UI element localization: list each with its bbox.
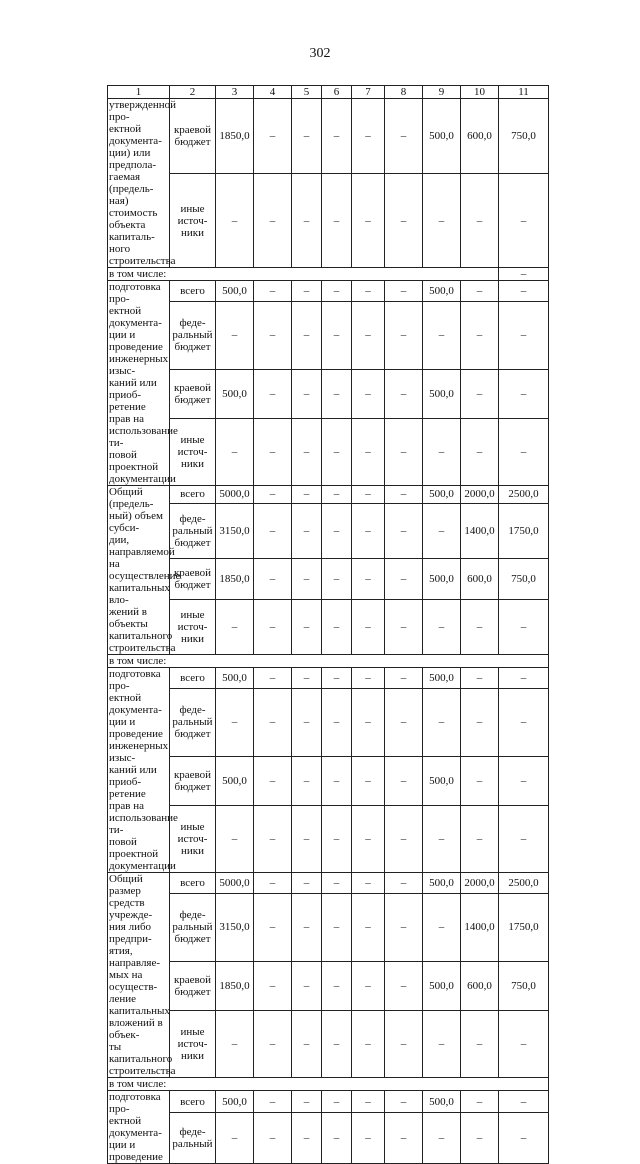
column-header: 10 — [461, 86, 499, 99]
table-row — [108, 174, 549, 268]
table-row — [108, 961, 549, 1010]
table-cell: – — [254, 805, 292, 872]
table-cell: 500,0 — [216, 369, 254, 418]
table-cell: – — [322, 1113, 352, 1164]
funding-source: всего — [170, 1091, 216, 1113]
table-cell: – — [322, 756, 352, 805]
table-cell: 500,0 — [423, 99, 461, 174]
table-cell: – — [254, 961, 292, 1010]
funding-source: краевой бюджет — [170, 99, 216, 174]
table-cell: – — [322, 805, 352, 872]
table-cell: – — [499, 1091, 549, 1113]
table-cell: – — [322, 99, 352, 174]
table-row — [108, 1113, 549, 1164]
table-cell: – — [385, 894, 423, 961]
table-cell: – — [254, 369, 292, 418]
table-cell: – — [292, 894, 322, 961]
table-cell: 1400,0 — [461, 894, 499, 961]
table-cell: – — [385, 961, 423, 1010]
table-cell: 500,0 — [423, 756, 461, 805]
table-cell: 750,0 — [499, 961, 549, 1010]
table-row — [108, 486, 549, 504]
table-cell: – — [385, 756, 423, 805]
table-row — [108, 894, 549, 961]
funding-source: феде- ральный бюджет — [170, 302, 216, 369]
table-cell: – — [499, 1113, 549, 1164]
table-cell: – — [423, 1113, 461, 1164]
table-cell: – — [385, 1113, 423, 1164]
table-cell: – — [254, 599, 292, 654]
table-cell: 5000,0 — [216, 873, 254, 894]
column-header: 8 — [385, 86, 423, 99]
table-cell: – — [292, 1010, 322, 1077]
page-number: 302 — [309, 46, 331, 61]
column-header: 2 — [170, 86, 216, 99]
table-cell: – — [352, 418, 385, 485]
table-cell: – — [499, 268, 549, 281]
table-cell: 600,0 — [461, 99, 499, 174]
table-cell: – — [423, 894, 461, 961]
table-cell: 500,0 — [423, 961, 461, 1010]
table-cell: – — [352, 99, 385, 174]
table-cell: – — [499, 369, 549, 418]
table-cell: 500,0 — [423, 281, 461, 302]
table-cell: – — [292, 99, 322, 174]
table-cell: – — [322, 689, 352, 756]
table-cell: 1850,0 — [216, 558, 254, 599]
table-cell: – — [292, 961, 322, 1010]
table-row — [108, 668, 549, 689]
table-cell: – — [385, 805, 423, 872]
in-that-number-label: в том числе: — [108, 268, 499, 281]
table-cell: – — [322, 369, 352, 418]
in-that-number-label: в том числе: — [108, 655, 549, 668]
table-cell: – — [292, 1091, 322, 1113]
funding-source: краевой бюджет — [170, 961, 216, 1010]
column-header: 1 — [108, 86, 170, 99]
table-cell: – — [352, 302, 385, 369]
table-cell: – — [216, 805, 254, 872]
table-cell: 1850,0 — [216, 961, 254, 1010]
table-cell: – — [352, 668, 385, 689]
row-description: подготовка про- ектной документа- ции и проведение — [108, 1091, 170, 1164]
table-cell: – — [461, 302, 499, 369]
table-cell: – — [254, 418, 292, 485]
table-row — [108, 689, 549, 756]
column-header: 3 — [216, 86, 254, 99]
funding-source: иные источ- ники — [170, 805, 216, 872]
table-cell: 500,0 — [216, 1091, 254, 1113]
row-description: утвержденной про- ектной документа- ции) или предпола- гаемая (предель- ная) стоимость объекта капиталь- ного строительства — [109, 99, 177, 267]
table-cell: – — [254, 894, 292, 961]
table-cell: 2000,0 — [461, 873, 499, 894]
funding-source: феде- ральный бюджет — [170, 503, 216, 558]
table-cell: – — [292, 1113, 322, 1164]
table-cell: – — [352, 599, 385, 654]
header-row — [108, 86, 549, 99]
table-cell: – — [292, 503, 322, 558]
table-cell: – — [499, 689, 549, 756]
table-cell: – — [352, 873, 385, 894]
table-cell: – — [292, 302, 322, 369]
table-cell: – — [352, 503, 385, 558]
table-cell: – — [292, 558, 322, 599]
table-cell: – — [254, 668, 292, 689]
table-cell: – — [352, 174, 385, 268]
column-header: 6 — [322, 86, 352, 99]
table-cell: – — [352, 756, 385, 805]
table-cell: 1750,0 — [499, 503, 549, 558]
table-cell: – — [254, 281, 292, 302]
table-cell: – — [423, 174, 461, 268]
row-description: подготовка про- ектной документа- ции и проведение инженерных изыс- каний или приоб- ретение прав на использование ти- повой проектной документации — [109, 281, 178, 485]
table-cell: – — [292, 418, 322, 485]
table-cell: – — [254, 558, 292, 599]
table-cell: 2000,0 — [461, 486, 499, 504]
table-cell: 1400,0 — [461, 503, 499, 558]
table-row — [108, 756, 549, 805]
table-cell: 5000,0 — [216, 486, 254, 504]
table-cell: – — [292, 599, 322, 654]
table-cell: – — [322, 281, 352, 302]
table-cell: – — [499, 756, 549, 805]
table-cell: – — [322, 873, 352, 894]
table-cell: – — [292, 281, 322, 302]
table-row — [108, 1091, 549, 1113]
table-cell: 1850,0 — [216, 99, 254, 174]
table-cell: – — [385, 689, 423, 756]
table-cell: – — [461, 418, 499, 485]
table-cell: – — [292, 756, 322, 805]
table-cell: – — [385, 873, 423, 894]
table-cell: – — [352, 1010, 385, 1077]
table-row — [108, 369, 549, 418]
funding-source: иные источ- ники — [170, 1010, 216, 1077]
table-cell: – — [254, 1113, 292, 1164]
table-cell: – — [322, 418, 352, 485]
column-header: 5 — [292, 86, 322, 99]
funding-source: иные источ- ники — [170, 599, 216, 654]
table-body — [108, 99, 549, 1164]
table-cell: – — [216, 174, 254, 268]
table-cell: 1750,0 — [499, 894, 549, 961]
table-cell: – — [385, 599, 423, 654]
table-cell: – — [423, 1010, 461, 1077]
table-cell: – — [254, 302, 292, 369]
table-row — [108, 302, 549, 369]
table-cell: – — [499, 174, 549, 268]
table-cell: – — [322, 1010, 352, 1077]
table-cell: 2500,0 — [499, 486, 549, 504]
table-cell: – — [461, 756, 499, 805]
table-cell: 600,0 — [461, 558, 499, 599]
table-cell: – — [499, 805, 549, 872]
table-cell: – — [352, 558, 385, 599]
table-cell: – — [461, 281, 499, 302]
table-cell: 3150,0 — [216, 894, 254, 961]
table-cell: – — [254, 689, 292, 756]
table-cell: 750,0 — [499, 99, 549, 174]
table-cell: – — [385, 99, 423, 174]
table-cell: – — [254, 873, 292, 894]
table-cell: – — [216, 418, 254, 485]
table-cell: – — [499, 418, 549, 485]
table-cell: – — [292, 369, 322, 418]
funding-source: краевой бюджет — [170, 558, 216, 599]
funding-source: всего — [170, 873, 216, 894]
table-cell: – — [499, 281, 549, 302]
table-cell: – — [352, 894, 385, 961]
funding-source: краевой бюджет — [170, 369, 216, 418]
column-header: 11 — [499, 86, 549, 99]
table-cell: – — [461, 369, 499, 418]
table-cell: 500,0 — [423, 873, 461, 894]
table-cell: – — [423, 503, 461, 558]
table-cell: 600,0 — [461, 961, 499, 1010]
table-cell: 500,0 — [216, 668, 254, 689]
table-cell: 500,0 — [216, 756, 254, 805]
table-cell: – — [292, 689, 322, 756]
table-cell: – — [385, 281, 423, 302]
table-cell: – — [254, 486, 292, 504]
table-cell: – — [423, 805, 461, 872]
table-cell: – — [461, 599, 499, 654]
table-cell: – — [352, 1091, 385, 1113]
table-cell: – — [352, 281, 385, 302]
table-cell: – — [461, 1091, 499, 1113]
table-cell: – — [499, 668, 549, 689]
table-cell: – — [292, 486, 322, 504]
table-row — [108, 281, 549, 302]
table-cell: – — [216, 599, 254, 654]
table-cell: 500,0 — [216, 281, 254, 302]
table-cell: 500,0 — [423, 1091, 461, 1113]
table-cell: – — [461, 668, 499, 689]
table-cell: – — [322, 894, 352, 961]
funding-source: всего — [170, 668, 216, 689]
table-cell: – — [254, 1010, 292, 1077]
table-cell: – — [385, 418, 423, 485]
table-row — [108, 873, 549, 894]
table-row — [108, 99, 549, 174]
table-cell: – — [322, 599, 352, 654]
table-cell: 750,0 — [499, 558, 549, 599]
table-cell: – — [461, 1010, 499, 1077]
table-cell: 500,0 — [423, 486, 461, 504]
table-cell: – — [292, 873, 322, 894]
table-cell: – — [322, 174, 352, 268]
table-cell: – — [292, 174, 322, 268]
row-description: Общий размер средств учрежде- ния либо предпри- ятия, направляе- мых на осуществ- ление капитальных вложений в объек- ты капитального строительства — [109, 873, 176, 1077]
table-row — [108, 1010, 549, 1077]
table-cell: – — [216, 689, 254, 756]
column-header: 4 — [254, 86, 292, 99]
funding-source: иные источ- ники — [170, 174, 216, 268]
table-cell: 2500,0 — [499, 873, 549, 894]
table-cell: – — [216, 1010, 254, 1077]
table-cell: – — [499, 599, 549, 654]
in-that-number-label: в том числе: — [108, 1078, 549, 1091]
table-cell: 500,0 — [423, 668, 461, 689]
table-cell: 500,0 — [423, 369, 461, 418]
funding-source: иные источ- ники — [170, 418, 216, 485]
column-header: 9 — [423, 86, 461, 99]
table-cell: – — [254, 99, 292, 174]
funding-source: феде- ральный бюджет — [170, 689, 216, 756]
table-cell: – — [385, 668, 423, 689]
table-cell: – — [292, 805, 322, 872]
table-cell: – — [322, 503, 352, 558]
table-cell: – — [254, 756, 292, 805]
table-cell: – — [499, 1010, 549, 1077]
table-cell: – — [423, 689, 461, 756]
table-cell: 3150,0 — [216, 503, 254, 558]
table-cell: – — [385, 558, 423, 599]
table-cell: – — [385, 1091, 423, 1113]
table-cell: – — [322, 961, 352, 1010]
table-cell: – — [292, 668, 322, 689]
column-header: 7 — [352, 86, 385, 99]
funding-source: всего — [170, 486, 216, 504]
table-cell: – — [461, 174, 499, 268]
table-cell: – — [385, 302, 423, 369]
funding-source: краевой бюджет — [170, 756, 216, 805]
table-cell: – — [385, 174, 423, 268]
table-cell: – — [352, 689, 385, 756]
table-cell: – — [322, 668, 352, 689]
table-cell: – — [352, 369, 385, 418]
table-cell: – — [423, 418, 461, 485]
table-cell: – — [254, 1091, 292, 1113]
table-cell: – — [499, 302, 549, 369]
table-cell: – — [254, 174, 292, 268]
table-cell: – — [352, 486, 385, 504]
subtotal-label-row — [108, 268, 549, 281]
subtotal-label-row — [108, 655, 549, 668]
table-cell: – — [461, 1113, 499, 1164]
table-cell: – — [352, 961, 385, 1010]
subtotal-label-row — [108, 1078, 549, 1091]
funding-source: феде- ральный — [170, 1113, 216, 1164]
row-description: Общий (предель- ный) объем субси- дии, направляемой на осуществление капитальных вло- жений в объекты капитального строительства — [109, 486, 181, 654]
table-cell: – — [423, 302, 461, 369]
table-cell: – — [385, 1010, 423, 1077]
table-cell: – — [216, 1113, 254, 1164]
table-cell: – — [322, 302, 352, 369]
table-cell: – — [352, 805, 385, 872]
table-cell: – — [322, 558, 352, 599]
table-cell: – — [322, 486, 352, 504]
table-cell: – — [385, 486, 423, 504]
budget-table — [107, 85, 549, 1164]
table-cell: – — [385, 503, 423, 558]
funding-source: феде- ральный бюджет — [170, 894, 216, 961]
table-cell: – — [461, 689, 499, 756]
table-cell: 500,0 — [423, 558, 461, 599]
table-cell: – — [461, 805, 499, 872]
table-cell: – — [254, 503, 292, 558]
funding-source: всего — [170, 281, 216, 302]
table-cell: – — [322, 1091, 352, 1113]
table-cell: – — [423, 599, 461, 654]
row-description: подготовка про- ектной документа- ции и проведение инженерных изыс- каний или приоб- ретение прав на использование ти- повой проектной документации — [109, 668, 178, 872]
table-cell: – — [216, 302, 254, 369]
table-cell: – — [385, 369, 423, 418]
table-cell: – — [352, 1113, 385, 1164]
